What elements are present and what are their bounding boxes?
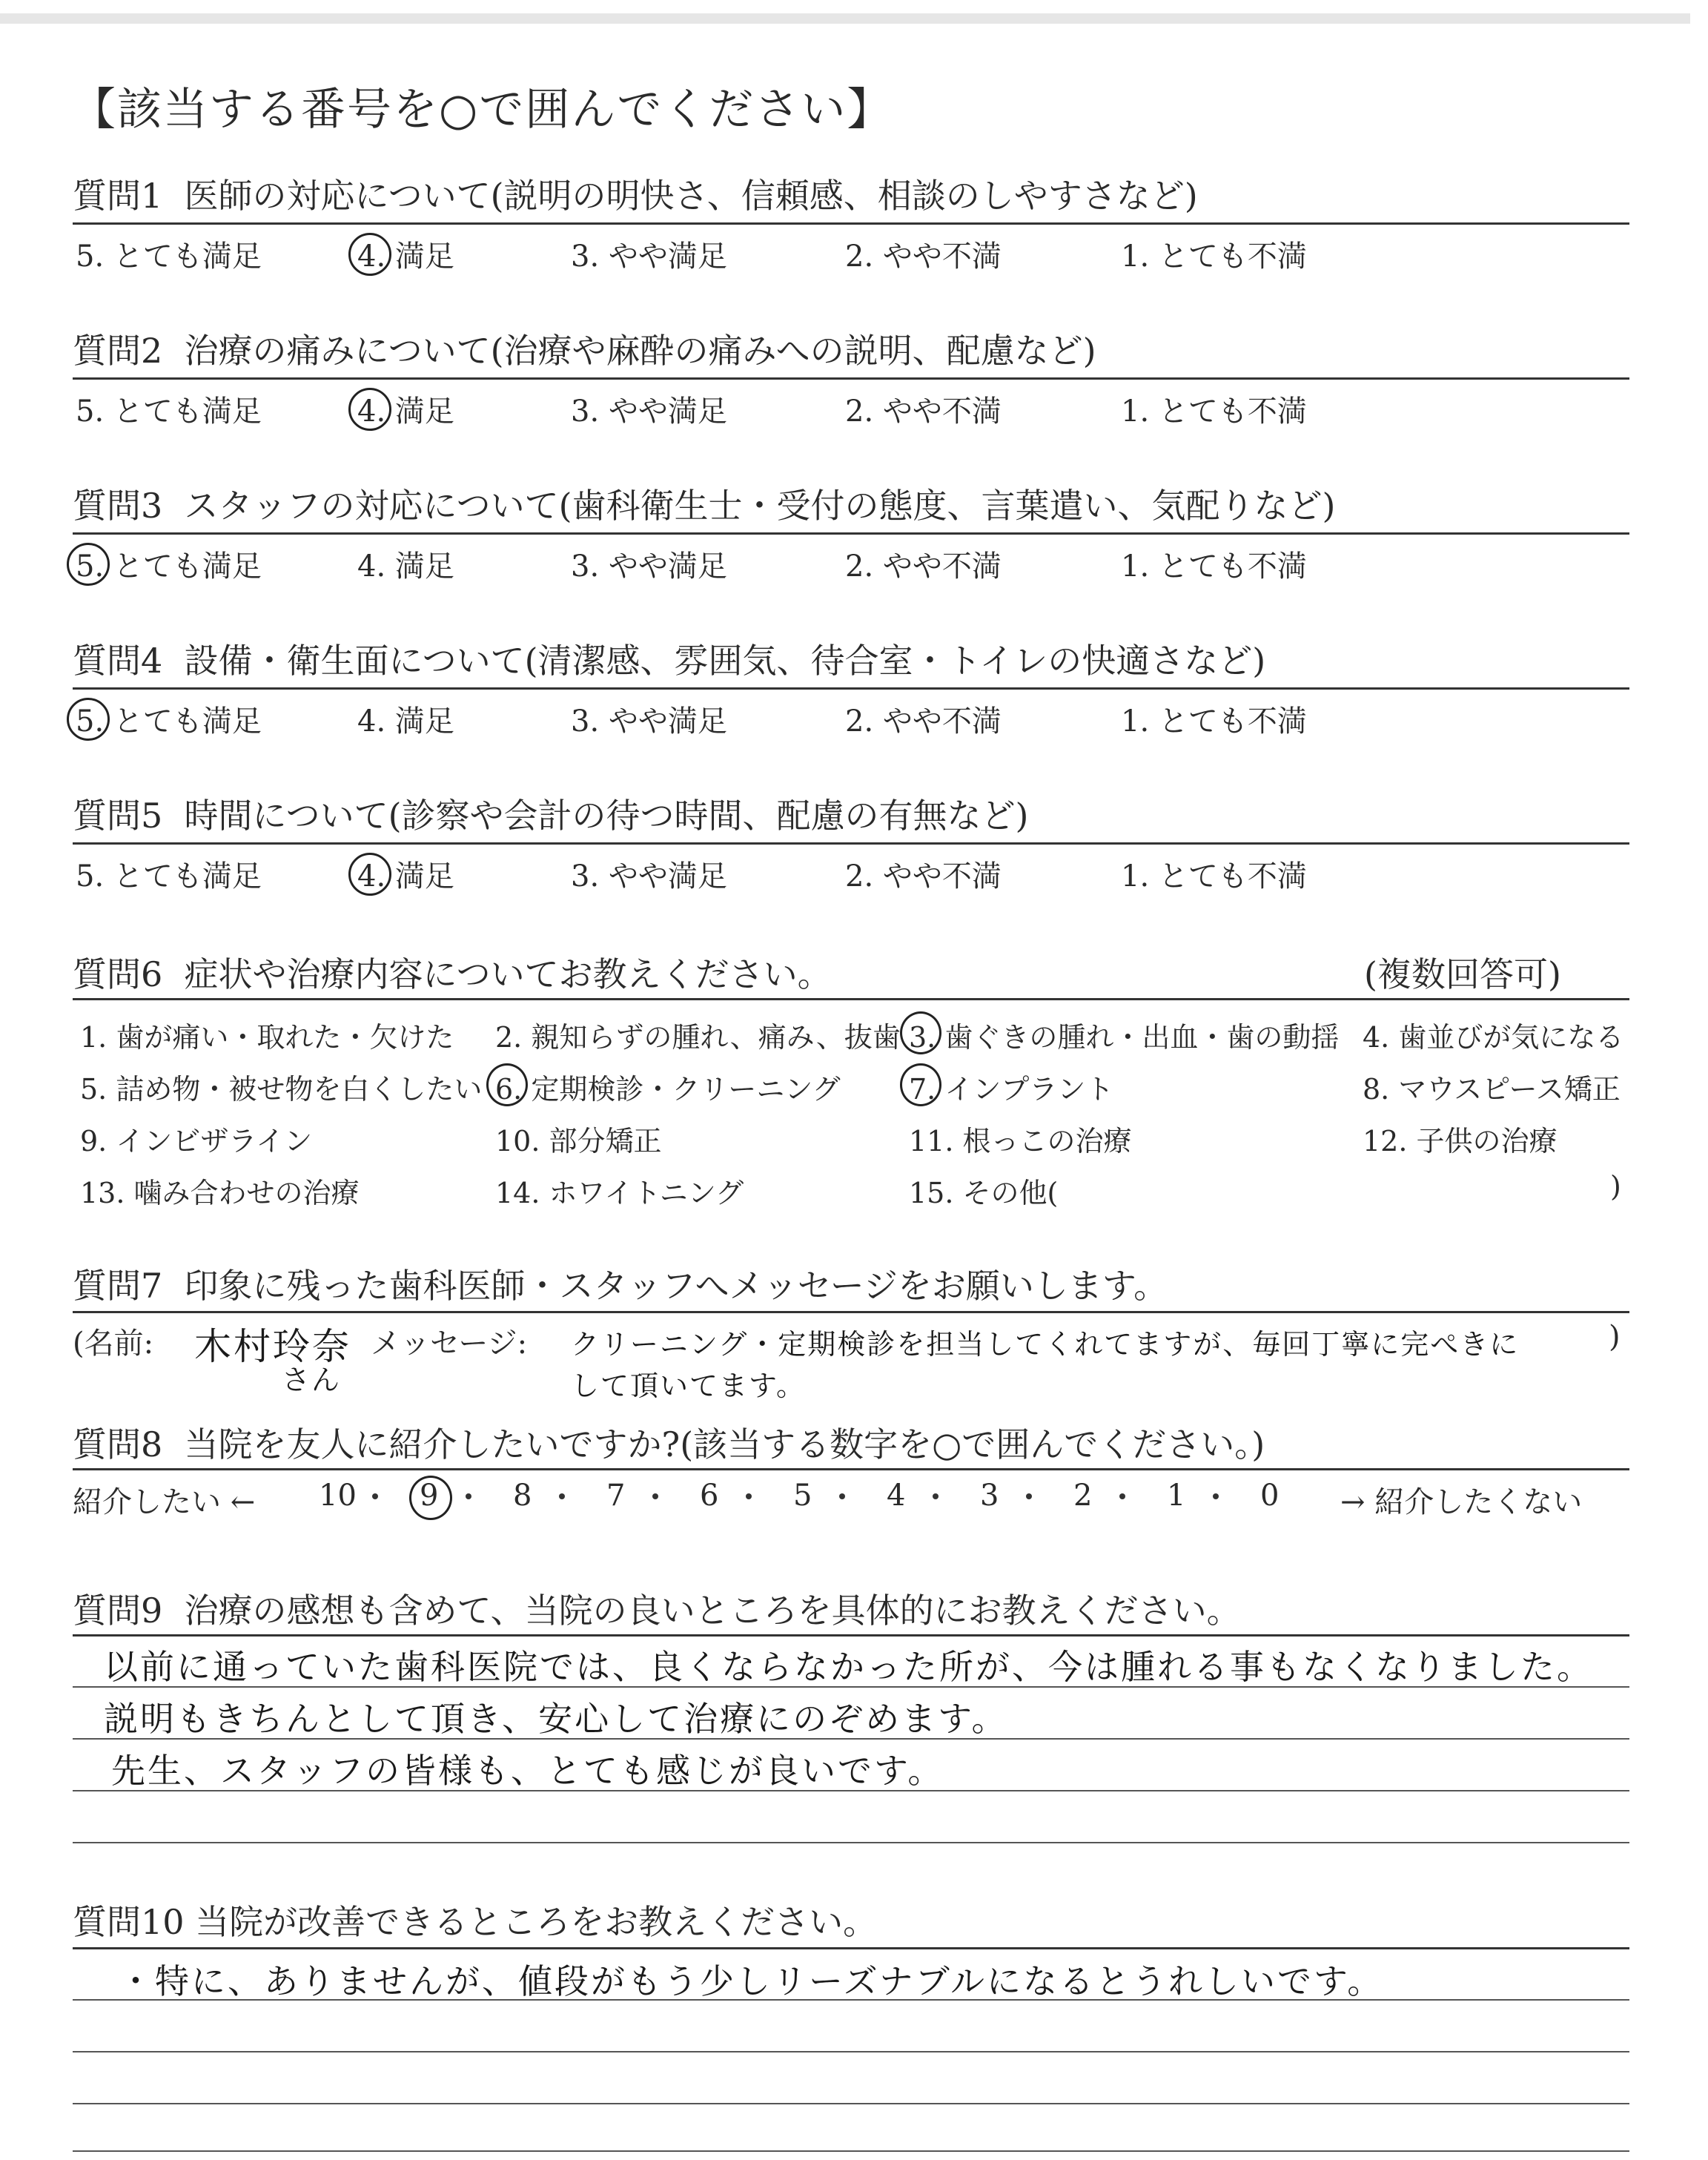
q5-rule	[73, 842, 1629, 845]
selection-circle	[900, 1063, 941, 1106]
q2-label: 質問2	[73, 331, 163, 371]
q3-option-5[interactable]: 5. とても満足	[76, 549, 262, 584]
q8-rule	[73, 1468, 1629, 1470]
q7-message-label: メッセージ:	[371, 1327, 528, 1361]
q6-text: 症状や治療内容についてお教えください。	[184, 954, 832, 994]
q9-answer-line[interactable]: 以前に通っていた歯科医院では、良くならなかった所が、今は腫れる事もなくなりました。	[104, 1647, 1593, 1687]
q7-message-line2[interactable]: して頂いてます。	[571, 1370, 806, 1402]
q1-option-2[interactable]: 2. やや不満	[845, 240, 1002, 274]
q1-option-3[interactable]: 3. やや満足	[571, 240, 727, 274]
q2-option-3[interactable]: 3. やや満足	[571, 394, 727, 429]
q5-option-4[interactable]: 4. 満足	[357, 859, 454, 894]
q7-label: 質問7	[73, 1266, 163, 1306]
q8-number-7[interactable]: 7	[606, 1479, 626, 1513]
q7-rule	[73, 1311, 1629, 1313]
q8-number-5[interactable]: 5	[793, 1479, 812, 1513]
q3-heading	[73, 479, 1336, 528]
q9-heading	[73, 1584, 1241, 1633]
q1-option-4[interactable]: 4. 満足	[357, 240, 454, 274]
q9-rule	[73, 1634, 1629, 1636]
q8-text: 当院を友人に紹介したいですか?(該当する数字を○で囲んでください。)	[184, 1424, 1265, 1464]
q2-rule	[73, 377, 1629, 380]
q5-option-2[interactable]: 2. やや不満	[845, 859, 1002, 894]
q7-heading	[73, 1259, 1168, 1308]
q8-left-label: 紹介したい ←	[73, 1485, 256, 1519]
q10-answer-line[interactable]: ・特に、ありませんが、値段がもう少しリーズナブルになるとうれしいです。	[119, 1961, 1384, 2001]
selection-circle	[486, 1063, 528, 1106]
q5-text: 時間について(診察や会計の待つ時間、配慮の有無など)	[184, 796, 1029, 836]
q8-separator-dot	[933, 1493, 939, 1499]
q9-writing-line	[73, 1842, 1629, 1843]
q1-option-5[interactable]: 5. とても満足	[76, 240, 262, 274]
q9-text: 治療の感想も含めて、当院の良いところを具体的にお教えください。	[184, 1591, 1241, 1631]
q10-label: 質問10	[73, 1902, 185, 1942]
q8-number-3[interactable]: 3	[980, 1479, 999, 1513]
q7-name-suffix: さん	[282, 1364, 342, 1396]
q6-option-4[interactable]: 4. 歯並びが気になる	[1363, 1021, 1624, 1054]
q8-right-label: → 紹介したくない	[1340, 1485, 1583, 1519]
q8-separator-dot	[652, 1493, 658, 1499]
q1-label: 質問1	[73, 176, 163, 216]
q10-writing-line	[73, 2103, 1629, 2104]
q6-heading	[73, 948, 832, 997]
selection-circle	[67, 543, 110, 586]
q10-heading	[73, 1895, 877, 1944]
q6-option-12[interactable]: 12. 子供の治療	[1363, 1125, 1558, 1157]
q4-option-4[interactable]: 4. 満足	[357, 704, 454, 739]
q10-rule	[73, 1947, 1629, 1949]
q6-option-8[interactable]: 8. マウスピース矯正	[1363, 1073, 1621, 1106]
q6-option-14[interactable]: 14. ホワイトニング	[495, 1177, 744, 1209]
q6-note: (複数回答可)	[1364, 954, 1561, 994]
selection-circle	[348, 388, 391, 431]
q6-option-15[interactable]: 15. その他(	[909, 1177, 1059, 1209]
q6-option-11[interactable]: 11. 根っこの治療	[909, 1125, 1132, 1157]
q6-option-10[interactable]: 10. 部分矯正	[495, 1125, 662, 1157]
q8-separator-dot	[1119, 1493, 1125, 1499]
q2-text: 治療の痛みについて(治療や麻酔の痛みへの説明、配慮など)	[184, 331, 1096, 371]
q4-option-1[interactable]: 1. とても不満	[1121, 704, 1307, 739]
selection-circle	[348, 853, 391, 896]
page-title: 【該当する番号を○で囲んでください】	[71, 84, 893, 136]
q3-rule	[73, 532, 1629, 535]
q6-option-7[interactable]: 7. インプラント	[909, 1073, 1114, 1106]
q6-option-9[interactable]: 9. インビザライン	[80, 1125, 313, 1157]
q2-option-1[interactable]: 1. とても不満	[1121, 394, 1307, 429]
q10-writing-line	[73, 2051, 1629, 2052]
q1-option-1[interactable]: 1. とても不満	[1121, 240, 1307, 274]
q7-name-value[interactable]: 木村玲奈	[194, 1325, 351, 1368]
q8-separator-dot	[1026, 1493, 1032, 1499]
q5-option-3[interactable]: 3. やや満足	[571, 859, 727, 894]
selection-circle	[409, 1476, 452, 1520]
q4-option-2[interactable]: 2. やや不満	[845, 704, 1002, 739]
q7-name-label: (名前:	[73, 1327, 154, 1361]
selection-circle	[67, 698, 110, 741]
q8-separator-dot	[559, 1493, 565, 1499]
q2-option-5[interactable]: 5. とても満足	[76, 394, 262, 429]
q6-other-close: )	[1610, 1170, 1621, 1203]
q2-option-4[interactable]: 4. 満足	[357, 394, 454, 429]
q8-number-4[interactable]: 4	[887, 1479, 906, 1513]
selection-circle	[900, 1011, 941, 1054]
q5-option-5[interactable]: 5. とても満足	[76, 859, 262, 894]
q5-label: 質問5	[73, 796, 163, 836]
q8-heading	[73, 1418, 1265, 1467]
q6-option-1[interactable]: 1. 歯が痛い・取れた・欠けた	[80, 1021, 454, 1054]
q3-option-2[interactable]: 2. やや不満	[845, 549, 1002, 584]
q7-text: 印象に残った歯科医師・スタッフへメッセージをお願いします。	[184, 1266, 1168, 1306]
q8-label: 質問8	[73, 1424, 163, 1464]
q3-label: 質問3	[73, 486, 163, 526]
q4-heading	[73, 634, 1265, 683]
q3-option-1[interactable]: 1. とても不満	[1121, 549, 1307, 584]
q8-separator-dot	[466, 1493, 471, 1499]
q4-option-5[interactable]: 5. とても満足	[76, 704, 262, 739]
q2-option-2[interactable]: 2. やや不満	[845, 394, 1002, 429]
q9-answer-line[interactable]: 先生、スタッフの皆様も、とても感じが良いです。	[111, 1751, 944, 1791]
q8-separator-dot	[839, 1493, 845, 1499]
q3-text: スタッフの対応について(歯科衛生士・受付の態度、言葉遣い、気配りなど)	[184, 486, 1336, 526]
q7-message-line1[interactable]: クリーニング・定期検診を担当してくれてますが、毎回丁寧に完ぺきに	[571, 1328, 1520, 1361]
q4-option-3[interactable]: 3. やや満足	[571, 704, 727, 739]
q8-separator-dot	[372, 1493, 378, 1499]
q5-heading	[73, 789, 1029, 838]
q4-text: 設備・衛生面について(清潔感、雰囲気、待合室・トイレの快適さなど)	[184, 641, 1266, 681]
q1-heading	[73, 169, 1198, 218]
q8-number-10[interactable]: 10	[319, 1479, 357, 1513]
q6-option-3[interactable]: 3. 歯ぐきの腫れ・出血・歯の動揺	[909, 1021, 1340, 1054]
q6-option-5[interactable]: 5. 詰め物・被せ物を白くしたい	[80, 1073, 483, 1106]
q6-option-13[interactable]: 13. 噛み合わせの治療	[80, 1177, 360, 1209]
selection-circle	[348, 233, 391, 276]
q4-label: 質問4	[73, 641, 163, 681]
q8-number-1[interactable]: 1	[1167, 1479, 1186, 1513]
q7-close: )	[1609, 1320, 1621, 1354]
q3-option-4[interactable]: 4. 満足	[357, 549, 454, 584]
q1-text: 医師の対応について(説明の明快さ、信頼感、相談のしやすさなど)	[184, 176, 1198, 216]
q8-number-8[interactable]: 8	[513, 1479, 532, 1513]
q3-option-3[interactable]: 3. やや満足	[571, 549, 727, 584]
q10-text: 当院が改善できるところをお教えください。	[195, 1902, 878, 1942]
q4-rule	[73, 687, 1629, 690]
q8-number-6[interactable]: 6	[700, 1479, 719, 1513]
q6-label: 質問6	[73, 954, 163, 994]
q8-separator-dot	[1213, 1493, 1219, 1499]
q9-label: 質問9	[73, 1591, 163, 1631]
q6-option-2[interactable]: 2. 親知らずの腫れ、痛み、抜歯	[495, 1021, 901, 1054]
q6-option-6[interactable]: 6. 定期検診・クリーニング	[495, 1073, 841, 1106]
q5-option-1[interactable]: 1. とても不満	[1121, 859, 1307, 894]
q1-rule	[73, 222, 1629, 225]
q8-number-0[interactable]: 0	[1260, 1479, 1280, 1513]
q8-separator-dot	[746, 1493, 752, 1499]
scan-edge	[0, 13, 1690, 24]
q10-writing-line	[73, 2150, 1629, 2152]
q8-number-9[interactable]: 9	[420, 1479, 439, 1513]
q8-number-2[interactable]: 2	[1073, 1479, 1093, 1513]
q9-answer-line[interactable]: 説明もきちんとして頂き、安心して治療にのぞめます。	[104, 1699, 1008, 1739]
q2-heading	[73, 324, 1096, 373]
q6-rule	[73, 998, 1629, 1000]
